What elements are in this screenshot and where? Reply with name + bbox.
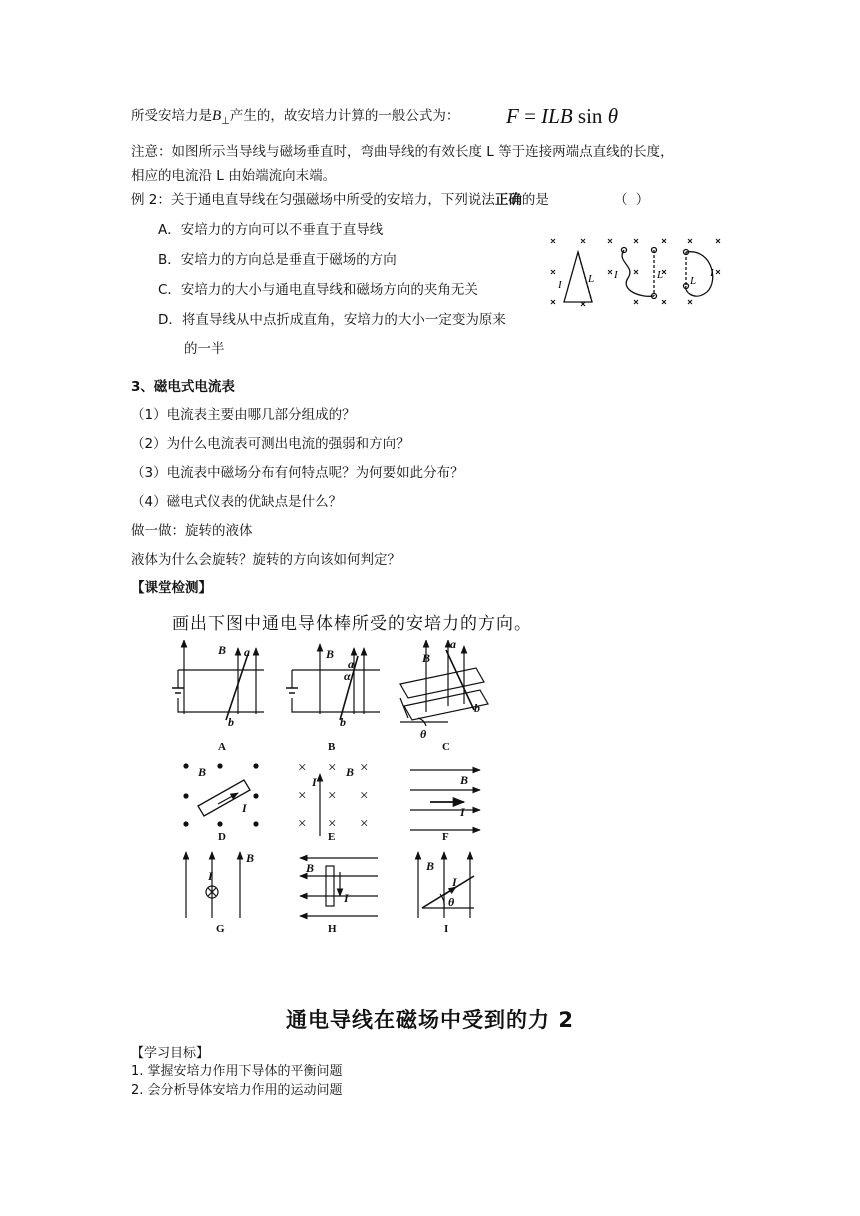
option-c: C．安培力的大小与通电直导线和磁场方向的夹角无关 [158, 282, 478, 298]
cross: × [298, 816, 307, 832]
label-b: B [326, 647, 335, 661]
label-i-2: I [614, 269, 618, 281]
cross: × [298, 788, 307, 804]
formula-lead [131, 106, 459, 128]
example2-stem [131, 190, 549, 210]
label-i: I [460, 805, 465, 819]
label-a: a [244, 645, 250, 659]
panel-d-dots [183, 763, 258, 826]
label-b: B [422, 651, 431, 665]
label-a: a [348, 657, 354, 671]
label-i-3: I [710, 267, 714, 279]
question-4: （4）磁电式仪表的优缺点是什么？ [131, 494, 343, 510]
note-line-2: 相应的电流沿 L 由始端流向末端。 [131, 168, 337, 184]
label-alpha: α [344, 669, 351, 683]
exercise-figure-grid [168, 640, 498, 940]
label-b: B [218, 643, 227, 657]
formula-lead-after: 产生的，故安培力计算的一般公式为： [229, 108, 460, 124]
formula-eq: = [518, 104, 542, 128]
cross: × [360, 760, 369, 776]
formula-lead-text: 所受安培力是 [131, 108, 212, 124]
label-i-1: I [558, 279, 562, 291]
option-a: A．安培力的方向可以不垂直于直导线 [158, 222, 384, 238]
label-b-end: b [474, 701, 480, 715]
label-l-2: L [657, 269, 664, 281]
label-b: B [426, 859, 435, 873]
label-b: B [246, 851, 255, 865]
label-l-1: L [588, 273, 595, 285]
panel-e-crosses [298, 760, 368, 832]
panel-label-b: B [328, 741, 336, 753]
ampere-force-formula [506, 104, 618, 129]
label-i: I [312, 775, 317, 789]
label-a: a [450, 640, 456, 651]
loop-wire [684, 250, 713, 297]
note-line-1: 注意：如图所示当导线与磁场垂直时，弯曲导线的有效长度 L 等于连接两端点直线的长度， [131, 144, 674, 160]
example2-stem-text: 例 2：关于通电直导线在匀强磁场中所受的安培力，下列说法 [131, 192, 495, 208]
wavy-wire [622, 248, 657, 299]
panel-f [410, 770, 480, 830]
label-i: I [452, 875, 457, 889]
cross: × [328, 816, 337, 832]
question-2: （2）为什么电流表可测出电流的强弱和方向？ [131, 436, 410, 452]
objectives-heading: 【学习目标】 [131, 1046, 210, 1061]
panel-label-c: C [442, 741, 450, 753]
formula-sin: sin [572, 104, 608, 128]
label-b: B [346, 765, 355, 779]
label-l-3: L [690, 275, 697, 287]
cross: × [360, 788, 369, 804]
label-i: I [344, 891, 349, 905]
panel-label-a: A [218, 741, 226, 753]
activity: 做一做：旋转的液体 [131, 523, 253, 539]
classroom-check-heading: 【课堂检测】 [131, 580, 212, 596]
panel-label-i: I [444, 923, 449, 935]
section3-heading: 3、磁电式电流表 [131, 379, 235, 395]
question-1: （1）电流表主要由哪几部分组成的？ [131, 407, 356, 423]
cross: × [360, 816, 369, 832]
cross: × [298, 760, 307, 776]
bent-wire-figure [544, 232, 730, 316]
label-b: B [198, 765, 207, 779]
label-b-end: b [228, 715, 234, 729]
example2-stem-after: 的是 [521, 192, 549, 208]
panel-label-g: G [216, 923, 225, 935]
formula-lhs: F [506, 104, 519, 128]
panel-g [186, 852, 240, 918]
formula-theta: θ [607, 104, 619, 128]
formula-lead-b: B [212, 108, 222, 124]
label-theta: θ [420, 727, 427, 741]
answer-paren: （ ） [614, 192, 652, 208]
objective-2: 2. 会分析导体安培力作用的运动问题 [131, 1083, 343, 1098]
formula-lead-perp: ⊥ [221, 116, 230, 127]
example2-stem-bold: 正确 [494, 192, 522, 208]
part2-title: 通电导线在磁场中受到的力 2 [286, 1008, 574, 1032]
activity-question: 液体为什么会旋转？旋转的方向该如何判定？ [131, 552, 401, 568]
question-3: （3）电流表中磁场分布有何特点呢？为何要如此分布？ [131, 465, 464, 481]
label-b: B [306, 861, 315, 875]
label-b-end: b [340, 715, 346, 729]
label-i: I [242, 801, 247, 815]
exercise-prompt: 画出下图中通电导体棒所受的安培力的方向。 [172, 614, 532, 634]
panel-label-h: H [328, 923, 337, 935]
panel-label-e: E [328, 831, 336, 843]
label-i: I [208, 869, 213, 883]
option-d-continued: 的一半 [184, 341, 225, 357]
option-d: D．将直导线从中点折成直角，安培力的大小一定变为原来 [158, 312, 506, 328]
option-b: B．安培力的方向总是垂直于磁场的方向 [158, 252, 397, 268]
cross: × [328, 788, 337, 804]
objective-1: 1. 掌握安培力作用下导体的平衡问题 [131, 1064, 343, 1079]
cross: × [328, 760, 337, 776]
label-theta: θ [448, 895, 455, 909]
panel-label-d: D [218, 831, 226, 843]
label-b: B [460, 773, 469, 787]
panel-label-f: F [442, 831, 449, 843]
formula-rhs: ILB [541, 104, 573, 128]
